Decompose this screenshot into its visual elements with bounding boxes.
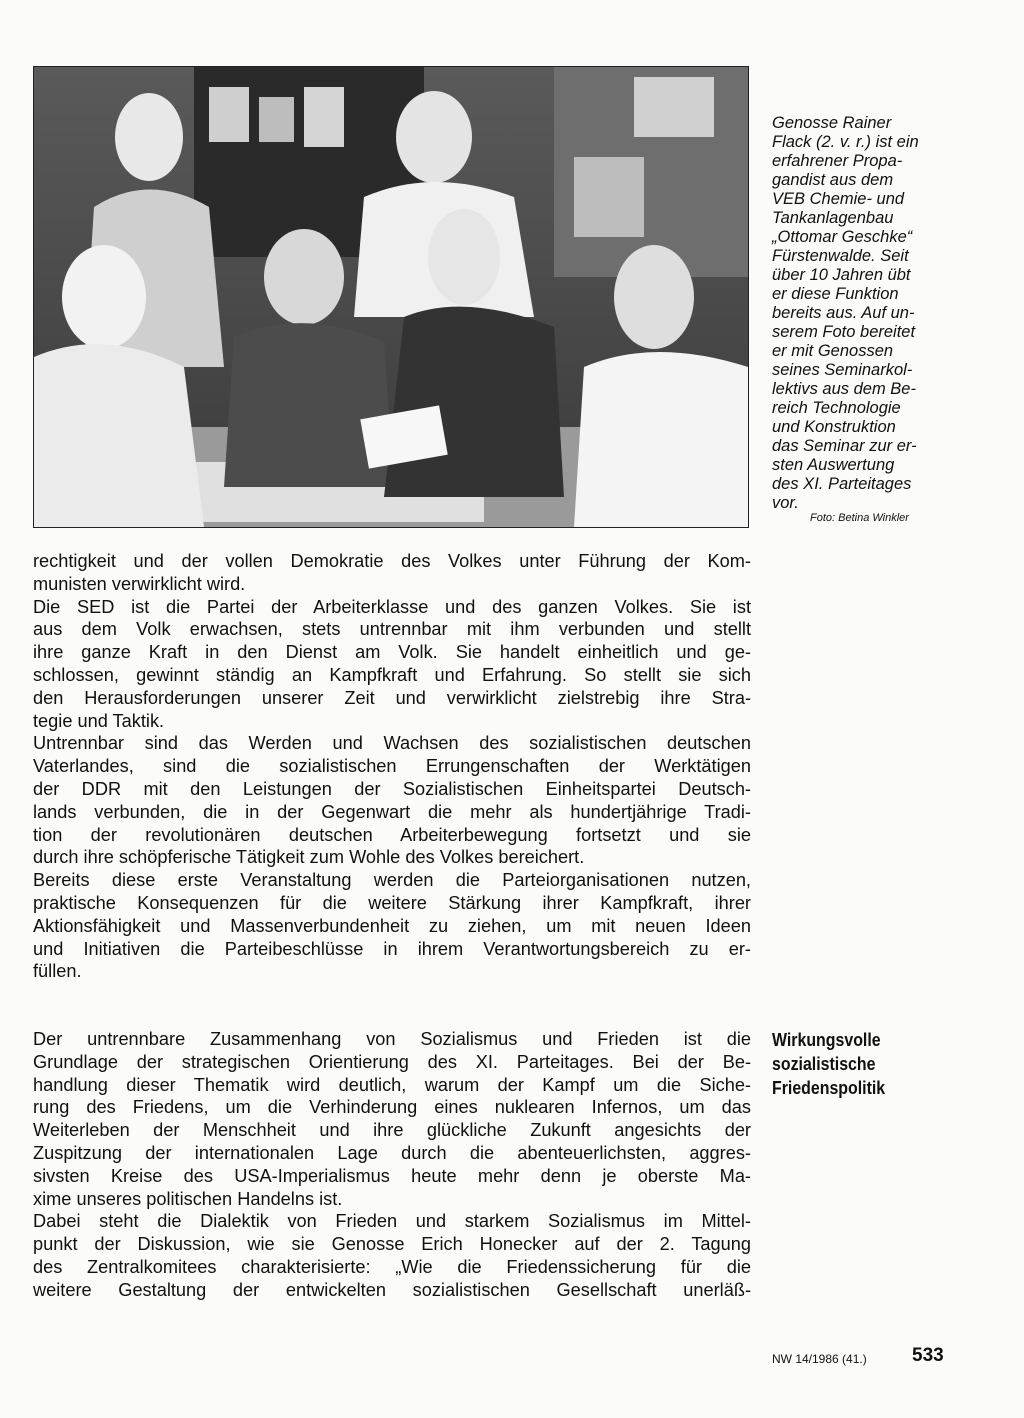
text-line: xime unseres politischen Handelns ist. <box>33 1188 343 1209</box>
caption-line: serem Foto bereitet <box>772 323 916 341</box>
text-line: aus dem Volk erwachsen, stets untrennbar mit ihm verbunden und stellt <box>33 619 751 640</box>
text-line: Zuspitzung der internationalen Lage durch die abenteuerlichsten, aggres- <box>33 1142 751 1163</box>
text-line: ihre ganze Kraft in den Dienst am Volk. Sie handelt einheitlich und ge- <box>33 642 751 663</box>
caption-line: vor. <box>772 494 799 512</box>
text-line: schlossen, gewinnt ständig an Kampfkraft und Erfahrung. So stellt sie sich <box>33 664 751 685</box>
text-line: des Zentralkomitees charakterisierte: „Wie die Friedenssicherung für die <box>33 1256 751 1277</box>
caption-line: und Konstruktion <box>772 418 896 436</box>
heading-line: Friedenspolitik <box>772 1077 886 1098</box>
caption-line: des XI. Parteitages <box>772 475 912 493</box>
page-number: 533 <box>912 1345 944 1366</box>
text-line: weitere Gestaltung der entwickelten sozialistischen Gesellschaft unerläß- <box>33 1279 751 1300</box>
caption-line: er diese Funktion <box>772 285 899 303</box>
caption-line: Genosse Rainer <box>772 114 892 132</box>
text-line: sivsten Kreise des USA-Imperialismus heute mehr denn je oberste Ma- <box>33 1165 751 1186</box>
caption-line: das Seminar zur er- <box>772 437 917 455</box>
photo-illustration <box>34 67 748 527</box>
text-line: Bereits diese erste Veranstaltung werden die Parteiorganisationen nutzen, <box>33 870 751 891</box>
text-line: Vaterlandes, sind die sozialistischen Errungenschaften der Werktätigen <box>33 756 751 777</box>
caption-line: seines Seminarkol- <box>772 361 913 379</box>
text-line: den Herausforderungen unserer Zeit und verwirklicht zielstrebig ihre Stra- <box>33 687 751 708</box>
text-line: Der untrennbare Zusammenhang von Sozialismus und Frieden ist die <box>33 1029 751 1049</box>
text-line: tion der revolutionären deutschen Arbeiterbewegung fortsetzt und sie <box>33 824 751 845</box>
caption-line: VEB Chemie- und <box>772 190 905 208</box>
text-line: füllen. <box>33 961 82 982</box>
caption-line: bereits aus. Auf un- <box>772 304 915 322</box>
text-line: punkt der Diskussion, wie sie Genosse Erich Honecker auf der 2. Tagung <box>33 1234 751 1255</box>
issue-reference: NW 14/1986 (41.) <box>772 1352 867 1366</box>
caption-line: Flack (2. v. r.) ist ein <box>772 133 919 151</box>
caption-line: reich Technologie <box>772 399 901 417</box>
photo-credit: Foto: Betina Winkler <box>810 512 909 524</box>
text-line: rechtigkeit und der vollen Demokratie des Volkes unter Führung der Kom- <box>33 551 751 571</box>
text-line: und Initiativen die Parteibeschlüsse in ihrem Verantwortungsbereich zu er- <box>33 938 751 959</box>
caption-line: lektivs aus dem Be- <box>772 380 916 398</box>
heading-line: sozialistische <box>772 1053 876 1074</box>
caption-line: „Ottomar Geschke“ <box>772 228 913 246</box>
text-line: Grundlage der strategischen Orientierung des XI. Parteitages. Bei der Be- <box>33 1051 751 1072</box>
text-line: Untrennbar sind das Werden und Wachsen des sozialistischen deutschen <box>33 733 751 754</box>
group-photo <box>33 66 749 528</box>
caption-line: gandist aus dem <box>772 171 894 189</box>
text-line: Aktionsfähigkeit und Massenverbundenheit zu ziehen, um mit neuen Ideen <box>33 915 751 936</box>
text-line: munisten verwirklicht wird. <box>33 573 246 594</box>
caption-line: erfahrener Propa- <box>772 152 903 170</box>
caption-line: Fürstenwalde. Seit <box>772 247 909 265</box>
text-line: lands verbunden, die in der Gegenwart die mehr als hundertjährige Tradi- <box>33 801 751 822</box>
caption-line: sten Auswertung <box>772 456 895 474</box>
body-text-lower <box>33 1028 751 1302</box>
text-line: rung des Friedens, um die Verhinderung eines nuklearen Infernos, um das <box>33 1097 751 1118</box>
text-line: der DDR mit den Leistungen der Sozialistischen Einheitspartei Deutsch- <box>33 778 751 799</box>
text-line: Weiterleben der Menschheit und ihre glückliche Zukunft angesichts der <box>33 1120 751 1141</box>
body-text-upper <box>33 550 751 983</box>
text-line: Dabei steht die Dialektik von Frieden und starkem Sozialismus im Mittel- <box>33 1211 751 1232</box>
caption-line: über 10 Jahren übt <box>772 266 911 284</box>
caption-line: er mit Genossen <box>772 342 894 360</box>
heading-line: Wirkungsvolle <box>772 1029 881 1050</box>
photo-caption <box>772 114 950 513</box>
text-line: tegie und Taktik. <box>33 710 165 731</box>
text-line: handlung dieser Thematik wird deutlich, warum der Kampf um die Siche- <box>33 1074 751 1095</box>
caption-line: Tankanlagenbau <box>772 209 894 227</box>
text-line: Die SED ist die Partei der Arbeiterklasse und des ganzen Volkes. Sie ist <box>33 596 751 617</box>
section-heading <box>772 1028 927 1100</box>
text-line: praktische Konsequenzen für die weitere Stärkung ihrer Kampfkraft, ihrer <box>33 892 751 913</box>
text-line: durch ihre schöpferische Tätigkeit zum Wohle des Volkes bereichert. <box>33 847 585 868</box>
